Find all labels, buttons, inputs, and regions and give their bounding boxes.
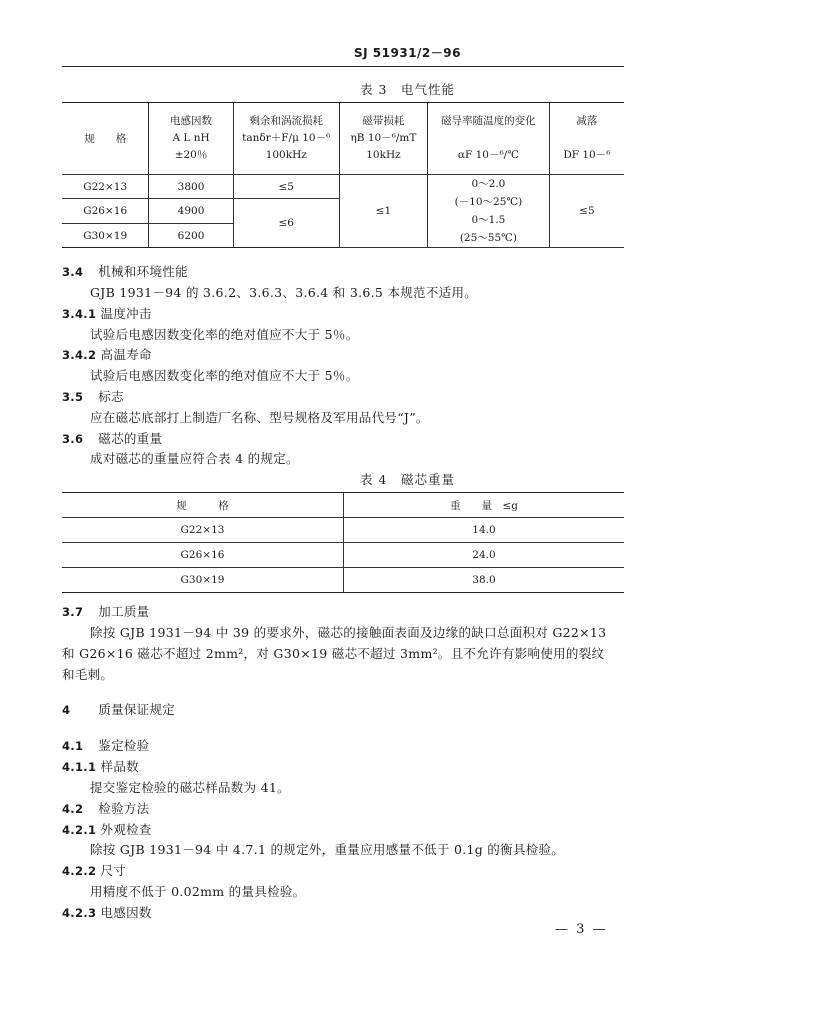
section-4-2-3-heading: 4.2.3 电感因数 bbox=[62, 905, 152, 920]
table3-header-temp-coef: 磁导率随温度的变化 αF 10－⁶/℃ bbox=[428, 103, 550, 175]
table4-cell-spec: G26×16 bbox=[62, 543, 344, 568]
section-3-4-heading: 3.4 机械和环境性能 bbox=[62, 264, 188, 279]
table4-cell-weight: 14.0 bbox=[344, 518, 625, 543]
section-4-2-heading: 4.2 检验方法 bbox=[62, 801, 150, 816]
header-rule bbox=[62, 66, 624, 67]
section-4-2-1-text: 除按 GJB 1931－94 中 4.7.1 的规定外，重量应用感量不低于 0.1g 的衡具检验。 bbox=[90, 842, 565, 857]
section-3-5-heading: 3.5 标志 bbox=[62, 389, 124, 404]
section-4-2-2-text: 用精度不低于 0.02mm 的量具检验。 bbox=[90, 884, 306, 899]
table3-header-spec: 规 格 bbox=[62, 103, 149, 175]
table3-cell-al: 3800 bbox=[149, 175, 233, 199]
section-3-7-text-line1: 除按 GJB 1931－94 中 39 的要求外，磁芯的接触面表面及边缘的缺口总面积对 G22×13 bbox=[90, 625, 607, 640]
table4-core-weight bbox=[62, 492, 624, 593]
table3-header-inductance: 电感因数 A L nH ±20％ bbox=[149, 103, 233, 175]
table3-cell-loss: ≤6 bbox=[233, 199, 339, 248]
table3-header-disaccommodation: 减落 DF 10－⁶ bbox=[549, 103, 624, 175]
section-3-4-2-text: 试验后电感因数变化率的绝对值应不大于 5％。 bbox=[90, 368, 359, 383]
section-3-4-text: GJB 1931－94 的 3.6.2、3.6.3、3.6.4 和 3.6.5 本规范不适用。 bbox=[90, 285, 478, 300]
table3-cell-spec: G22×13 bbox=[62, 175, 149, 199]
table3-header-hysteresis: 磁带损耗 ηB 10－⁶/mT 10kHz bbox=[339, 103, 427, 175]
table4-cell-weight: 24.0 bbox=[344, 543, 625, 568]
page-number: — 3 — bbox=[555, 922, 608, 937]
table3-cell-spec: G26×16 bbox=[62, 199, 149, 224]
table3-cell-al: 6200 bbox=[149, 224, 233, 248]
table4-cell-spec: G22×13 bbox=[62, 518, 344, 543]
section-4-1-heading: 4.1 鉴定检验 bbox=[62, 738, 150, 753]
table3-cell-al: 4900 bbox=[149, 199, 233, 224]
document-code-header: SJ 51931/2－96 bbox=[354, 46, 461, 60]
table4-caption: 表 4 磁芯重量 bbox=[360, 472, 455, 487]
section-3-4-1-heading: 3.4.1 温度冲击 bbox=[62, 306, 152, 321]
table3-cell-spec: G30×19 bbox=[62, 224, 149, 248]
table4-cell-spec: G30×19 bbox=[62, 568, 344, 593]
table4-header-weight: 重 量 ≤g bbox=[344, 493, 625, 518]
section-3-7-text-line3: 和毛刺。 bbox=[62, 667, 114, 682]
table3-cell-hysteresis: ≤1 bbox=[339, 175, 427, 248]
section-3-4-1-text: 试验后电感因数变化率的绝对值应不大于 5％。 bbox=[90, 327, 359, 342]
section-3-6-text: 成对磁芯的重量应符合表 4 的规定。 bbox=[90, 451, 299, 466]
table3-cell-temp-coef: 0～2.0 (－10～25℃) 0～1.5 (25～55℃) bbox=[428, 175, 550, 248]
section-4-2-2-heading: 4.2.2 尺寸 bbox=[62, 863, 127, 878]
table3-caption: 表 3 电气性能 bbox=[360, 82, 455, 97]
section-3-7-text-line2: 和 G26×16 磁芯不超过 2mm²，对 G30×19 磁芯不超过 3mm²。且不允许有影响使用的裂纹 bbox=[62, 646, 605, 661]
table3-header-loss: 剩余和涡流损耗 tanδr＋F/μ 10－⁶ 100kHz bbox=[233, 103, 339, 175]
section-3-4-2-heading: 3.4.2 高温寿命 bbox=[62, 347, 152, 362]
table4-cell-weight: 38.0 bbox=[344, 568, 625, 593]
section-3-5-text: 应在磁芯底部打上制造厂名称、型号规格及军用品代号“J”。 bbox=[90, 410, 429, 425]
table3-cell-loss: ≤5 bbox=[233, 175, 339, 199]
section-3-6-heading: 3.6 磁芯的重量 bbox=[62, 431, 163, 446]
table3-electrical-performance bbox=[62, 102, 624, 248]
section-4-heading: 4 质量保证规定 bbox=[62, 702, 176, 717]
section-3-7-heading: 3.7 加工质量 bbox=[62, 604, 150, 619]
table3-cell-disaccommodation: ≤5 bbox=[549, 175, 624, 248]
table4-header-spec: 规 格 bbox=[62, 493, 344, 518]
section-4-1-1-text: 提交鉴定检验的磁芯样品数为 41。 bbox=[90, 780, 290, 795]
section-4-1-1-heading: 4.1.1 样品数 bbox=[62, 759, 139, 774]
section-4-2-1-heading: 4.2.1 外观检查 bbox=[62, 822, 152, 837]
